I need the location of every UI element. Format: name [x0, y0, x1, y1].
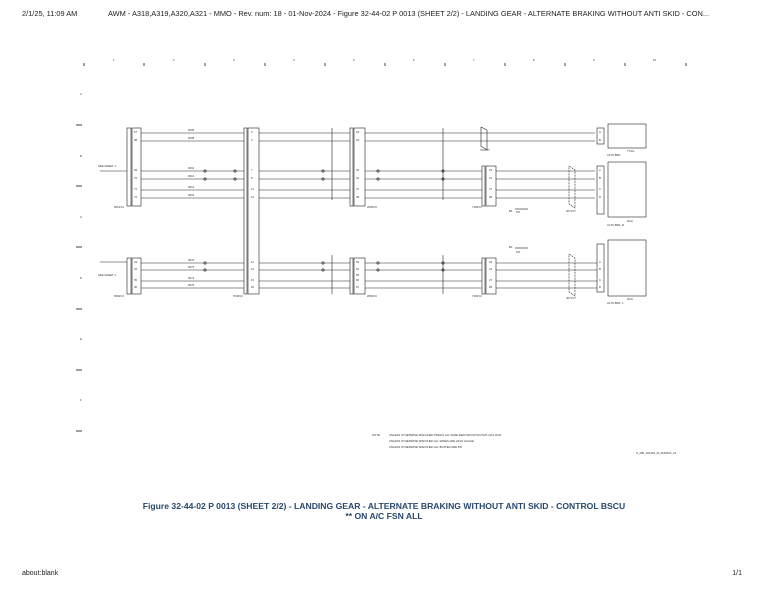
unit-label: ALTN BRK, L	[607, 301, 624, 305]
pin-label: A	[599, 260, 601, 264]
pin-label: 47	[356, 187, 360, 191]
connector-label: 5060VC	[114, 294, 125, 298]
lower-circuit	[100, 240, 646, 296]
col-label: 8	[533, 58, 535, 62]
pin-label: A	[599, 130, 601, 134]
notes-block	[372, 433, 501, 449]
pin-label: 24	[356, 138, 360, 142]
connector-label: 7649VC	[233, 294, 244, 298]
connector-label: 5051VC	[114, 205, 125, 209]
unit-id: 77GG	[627, 149, 635, 153]
pin-label: 48	[356, 195, 360, 199]
notes-label: NOTE :	[372, 433, 382, 437]
page-number: 1/1	[732, 570, 742, 577]
pin-label: 67	[134, 130, 138, 134]
pin-label: 65	[356, 273, 360, 277]
shield-label: 4071VT	[566, 209, 576, 213]
col-label: 5	[353, 58, 355, 62]
pin-label: 44	[356, 176, 360, 180]
pin-label: D	[599, 195, 602, 199]
shield-label: 4071VT	[566, 296, 576, 300]
wire-number: 0008	[188, 136, 195, 140]
pin-label: A	[599, 168, 601, 172]
pin-label: D	[599, 285, 602, 289]
relay-label: B1	[509, 245, 513, 249]
pin-label: 71	[134, 187, 138, 191]
note-line: UNLESS OTHERWISE SPECIFIED ALL WIRES ARE 22/24 GAUGE	[389, 439, 474, 443]
pin-label: 4	[251, 138, 253, 142]
row-label: D	[80, 276, 83, 280]
pin-label: 16	[251, 285, 255, 289]
wire-number: 0072	[188, 265, 195, 269]
pin-label: 68	[134, 138, 138, 142]
wire-number: 0074	[188, 276, 195, 280]
unit-label: ALTN BRK	[607, 153, 621, 157]
frame-column-ticks	[144, 63, 625, 66]
connector-label: 2060VC	[367, 205, 378, 209]
pin-label: 66	[356, 278, 360, 282]
pin-label: 67	[356, 285, 360, 289]
pin-label: 64	[356, 267, 360, 271]
pin-label: 24	[489, 267, 493, 271]
row-label: B	[80, 154, 82, 158]
figure-caption: Figure 32-44-02 P 0013 (SHEET 2/2) - LANDING GEAR - ALTERNATE BRAKING WITHOUT ANTI SKID - CONTROL BSCU	[142, 501, 626, 511]
pin-label: 69	[134, 168, 138, 172]
pin-label: 8	[251, 176, 253, 180]
pin-label: 11	[251, 260, 254, 264]
unit-label: ALTN BRK, R	[607, 223, 625, 227]
pin-label: 27	[489, 278, 493, 282]
col-label: 2	[173, 58, 175, 62]
pin-label: 3	[251, 130, 253, 134]
pin-label: 12	[251, 195, 255, 199]
connector-label: 7160VC	[472, 294, 483, 298]
pin-label: 7	[251, 168, 253, 172]
note-line: UNLESS OTHERWISE SPECIFIED ALL BOLTED ARE 5W	[389, 445, 462, 449]
row-label: C	[80, 215, 83, 219]
col-label: 1	[113, 58, 115, 62]
wire-number: 0012	[188, 174, 195, 178]
pin-label: 24	[489, 176, 493, 180]
pin-label: 70	[134, 176, 138, 180]
col-label: 7	[473, 58, 475, 62]
relay-label: B1	[509, 209, 513, 213]
pin-label: 35	[134, 278, 138, 282]
pin-label: 23	[356, 130, 360, 134]
pin-label: 12	[251, 267, 255, 271]
col-label: 3	[233, 58, 235, 62]
figure-effectivity: ** ON A/C FSN ALL	[345, 511, 423, 521]
pin-label: 23	[489, 260, 493, 264]
row-label: F	[80, 398, 82, 402]
pin-label: B	[599, 138, 601, 142]
pin-label: 72	[134, 195, 138, 199]
document-title: AWM - A318,A319,A320,A321 - MMO - Rev. num: 18 - 01-Nov-2024 - Figure 32-44-02 P 0013 (SHEET 2/2) - LANDING GEAR - ALTERNATE BRAKING WITHOUT ANTI SKID - CON...	[108, 9, 710, 18]
wire-number: 0076	[188, 283, 195, 287]
print-datetime: 2/1/25, 11:09 AM	[22, 9, 78, 18]
note-line: UNLESS OTHERWISE SPECIFIED PREFIX ALL WIRE IDENTIFICATION WITH ATA 3244	[389, 433, 502, 437]
pin-label: 28	[489, 285, 493, 289]
pin-label: C	[599, 278, 602, 282]
pin-label: 63	[356, 260, 360, 264]
wire-number: 0016	[188, 193, 195, 197]
pin-label: B	[599, 176, 601, 180]
pin-label: 11	[251, 187, 254, 191]
frame-column-labels	[113, 58, 657, 62]
pin-label: 43	[356, 168, 360, 172]
upper-circuit	[100, 124, 646, 294]
pin-label: 34	[134, 267, 138, 271]
pin-label: 23	[489, 168, 493, 172]
wire-number: 0010	[188, 166, 195, 170]
col-label: 10	[653, 58, 657, 62]
drawing-id: N_MM_324402_M_0150004_01	[636, 451, 677, 455]
pin-label: B	[599, 267, 601, 271]
pin-label: 28	[489, 195, 493, 199]
pin-label: 15	[251, 278, 255, 282]
page-url: about:blank	[22, 570, 59, 577]
connector-label: 7100VC	[472, 205, 483, 209]
see-sheet-lower: SEE SHEET 1	[98, 273, 116, 277]
diagram-labels	[98, 128, 634, 305]
col-label: 4	[293, 58, 295, 62]
wire-number: 0006	[188, 128, 195, 132]
row-label: A	[80, 92, 82, 96]
unit-id: 3GG	[627, 297, 633, 301]
pin-label: 33	[134, 260, 138, 264]
pin-label: 36	[134, 285, 138, 289]
shield-label: 7016VT	[480, 148, 490, 152]
col-label: 9	[593, 58, 595, 62]
row-label: E	[80, 337, 82, 341]
frame-ticks	[76, 63, 686, 431]
pin-label: C	[599, 187, 602, 191]
pin-label: 27	[489, 187, 493, 191]
see-sheet-upper: SEE SHEET 1	[98, 164, 116, 168]
wire-number: 0014	[188, 185, 195, 189]
connector-label: 2066VC	[367, 294, 378, 298]
col-label: 6	[413, 58, 415, 62]
wire-number: 0070	[188, 258, 195, 262]
unit-id: 3GG	[627, 219, 633, 223]
